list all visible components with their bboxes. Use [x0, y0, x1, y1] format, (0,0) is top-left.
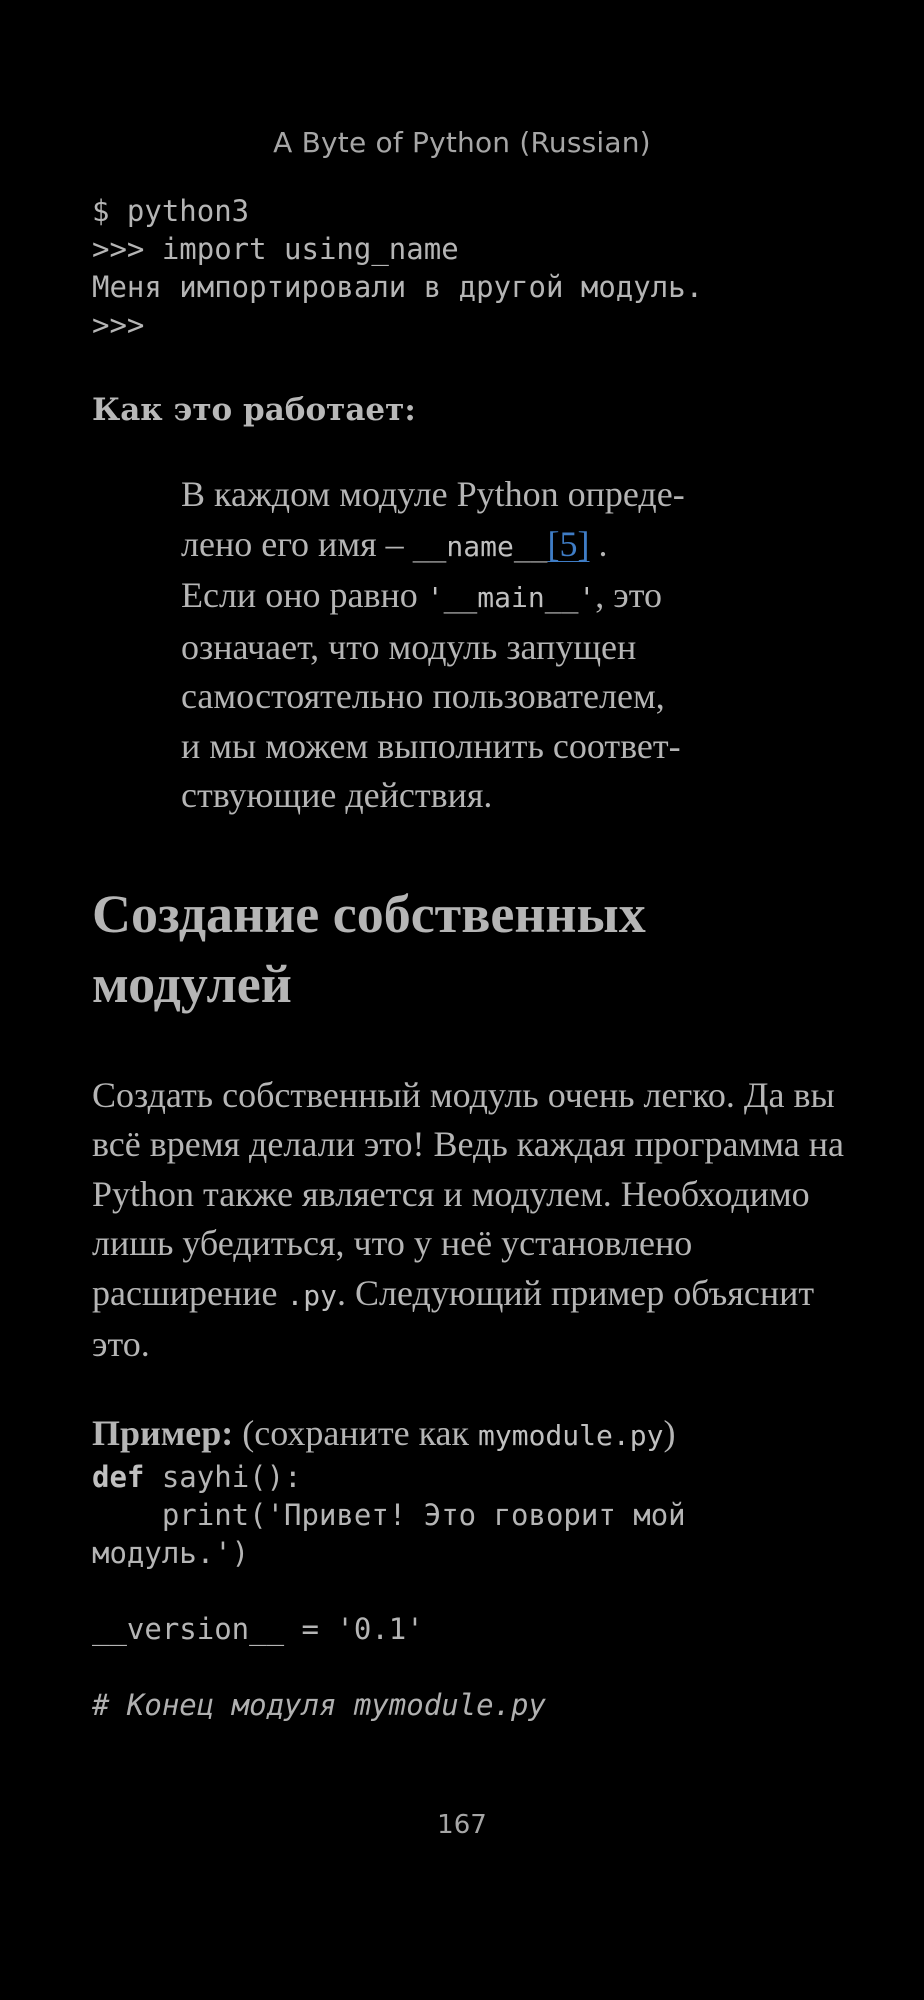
- note-line: [181, 520, 781, 572]
- example-text: ): [663, 1412, 676, 1453]
- def-keyword: def: [92, 1459, 145, 1494]
- note-text: .: [589, 523, 608, 564]
- section-paragraph: [92, 1071, 852, 1370]
- note-line: ствующие действия.: [181, 775, 493, 815]
- example-text: (сохраните как: [233, 1412, 478, 1453]
- note-line: и мы можем выполнить соответ-: [181, 725, 681, 766]
- console-session: [92, 192, 852, 344]
- footnote-link[interactable]: [5]: [547, 523, 590, 564]
- code-line: [92, 1458, 852, 1496]
- code-line: __version__ = '0.1': [92, 1611, 424, 1646]
- code-comment: # Конец модуля mymodule.py: [92, 1687, 546, 1722]
- note-text: , это: [595, 575, 663, 615]
- console-line: >>> import using_name: [92, 232, 459, 266]
- para-text: . Следующий пример объяснит это.: [92, 1272, 815, 1364]
- console-line: $ python3: [92, 194, 250, 228]
- main-code: '__main__': [426, 581, 596, 614]
- code-line: [92, 1648, 852, 1686]
- code-line: модуль.'): [92, 1535, 250, 1570]
- how-it-works-note: [181, 470, 781, 821]
- page-content: [92, 192, 852, 1724]
- example-caption: [92, 1408, 852, 1458]
- code-text: sayhi():: [144, 1459, 302, 1494]
- note-line: самостоятельно пользователем,: [181, 676, 665, 716]
- console-line: Меня импортировали в другой модуль.: [92, 270, 704, 304]
- para-text: Создать собственный модуль очень легко. Да вы всё время делали это! Ведь каждая программа на Python также является и модулем. Необходимо лишь убедиться, что у неё установлено расширение: [92, 1074, 844, 1313]
- name-code: __name__: [412, 529, 548, 563]
- code-listing: [92, 1458, 852, 1724]
- note-text: лено его имя –: [181, 523, 413, 564]
- note-line: [181, 571, 781, 623]
- py-extension-code: .py: [286, 1278, 338, 1312]
- example-filename: mymodule.py: [478, 1418, 664, 1452]
- example-label: Пример:: [92, 1412, 234, 1453]
- book-title: A Byte of Python (Russian): [273, 126, 651, 159]
- how-it-works-heading: Как это работает:: [92, 392, 416, 428]
- code-line: print('Привет! Это говорит мой: [92, 1497, 686, 1532]
- code-line: [92, 1572, 852, 1610]
- note-line: означает, что модуль запущен: [181, 626, 637, 667]
- note-text: Если оно равно: [181, 575, 427, 615]
- console-line: >>>: [92, 308, 145, 342]
- section-heading: Создание собственных модулей: [92, 883, 646, 1014]
- note-line: В каждом модуле Python опреде-: [181, 474, 685, 514]
- page-number: 167: [437, 1810, 487, 1840]
